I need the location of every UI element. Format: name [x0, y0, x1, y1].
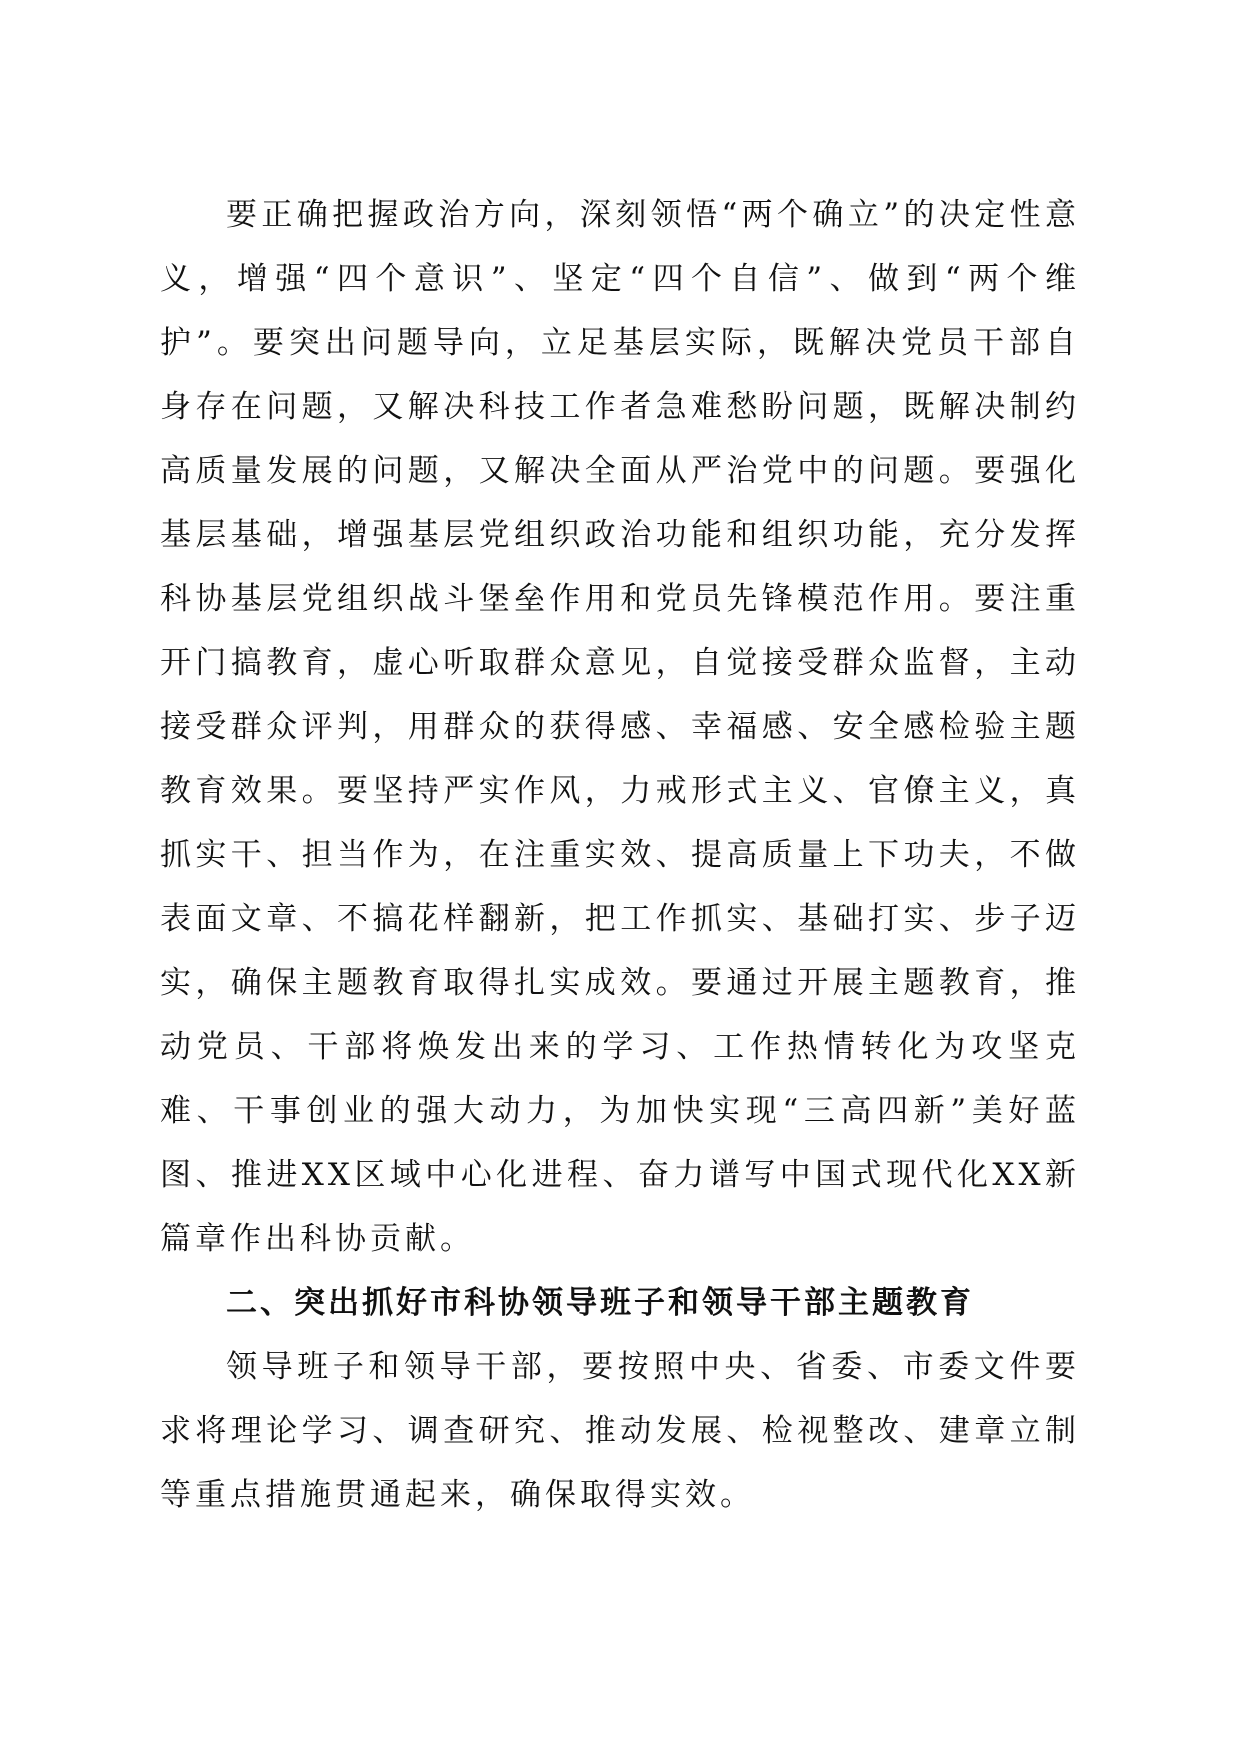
- body-paragraph: 要正确把握政治方向，深刻领悟“两个确立”的决定性意义，增强“四个意识”、坚定“四个自信”、做到“两个维护”。要突出问题导向，立足基层实际，既解决党员干部自身存在问题，又解决科技工作者急难愁盼问题，既解决制约高质量发展的问题，又解决全面从严治党中的问题。要强化基层基础，增强基层党组织政治功能和组织功能，充分发挥科协基层党组织战斗堡垒作用和党员先锋模范作用。要注重开门搞教育，虚心听取群众意见，自觉接受群众监督，主动接受群众评判，用群众的获得感、幸福感、安全感检验主题教育效果。要坚持严实作风，力戒形式主义、官僚主义，真抓实干、担当作为，在注重实效、提高质量上下功夫，不做表面文章、不搞花样翻新，把工作抓实、基础打实、步子迈实，确保主题教育取得扎实成效。要通过开展主题教育，推动党员、干部将焕发出来的学习、工作热情转化为攻坚克难、干事创业的强大动力，为加快实现“三高四新”美好蓝图、推进XX区域中心化进程、奋力谱写中国式现代化XX新篇章作出科协贡献。: [160, 197, 1080, 1257]
- section-heading: 二、突出抓好市科协领导班子和领导干部主题教育: [226, 1285, 974, 1321]
- document-body: [160, 183, 1080, 1527]
- body-paragraph: 领导班子和领导干部，要按照中央、省委、市委文件要求将理论学习、调查研究、推动发展、检视整改、建章立制等重点措施贯通起来，确保取得实效。: [160, 1349, 1080, 1513]
